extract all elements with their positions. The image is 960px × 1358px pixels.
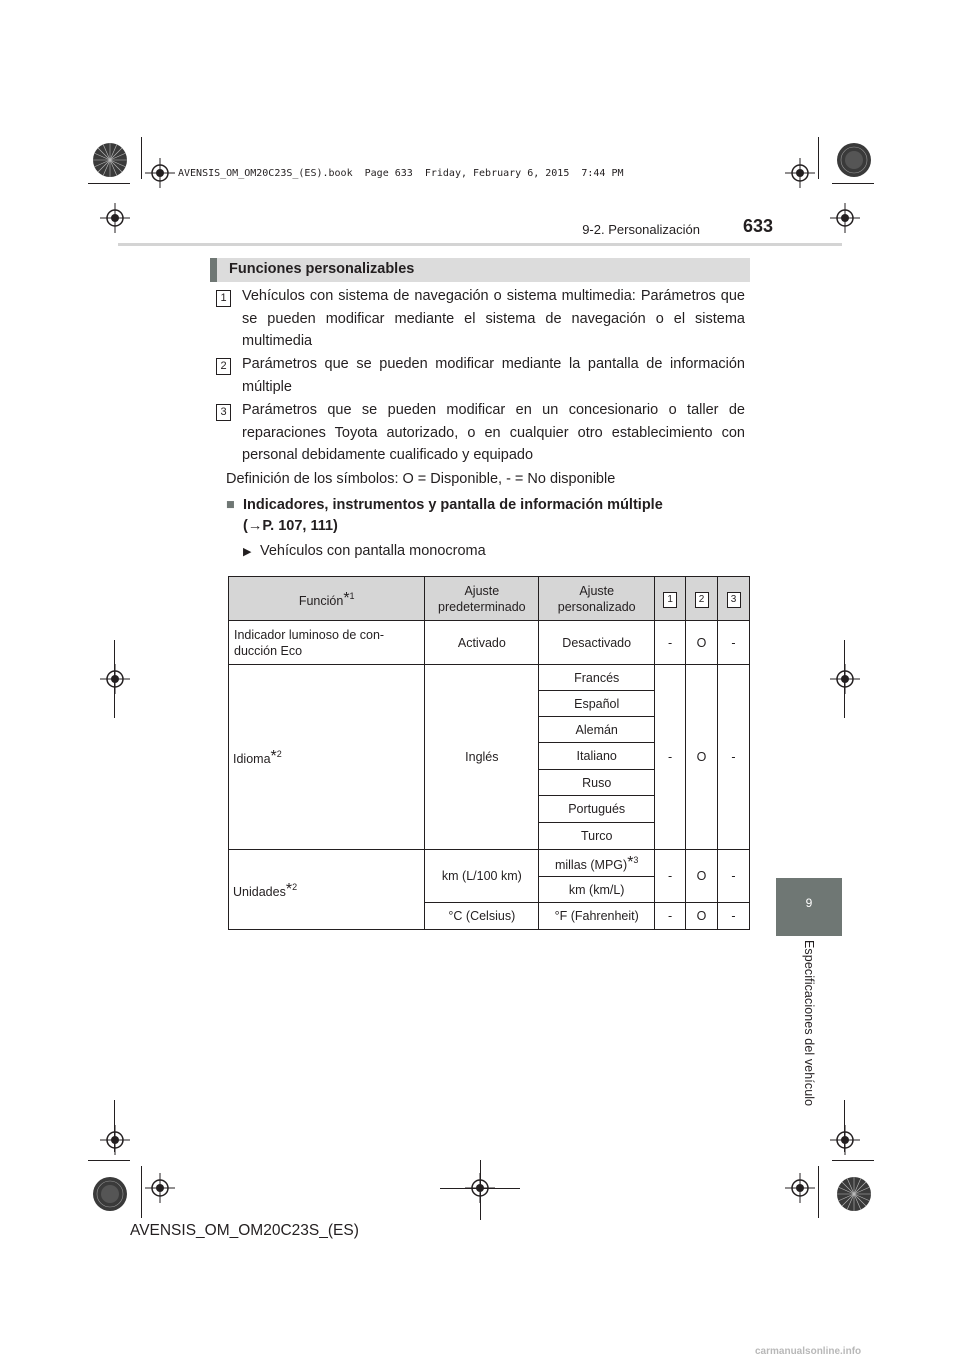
header-rule bbox=[118, 243, 842, 246]
cell-default: °C (Celsius) bbox=[425, 903, 539, 930]
crosshair-mark-icon bbox=[145, 1173, 175, 1203]
footer-doc-code: AVENSIS_OM_OM20C23S_(ES) bbox=[130, 1222, 359, 1239]
table-row bbox=[229, 665, 750, 691]
crosshair-mark-icon bbox=[830, 1125, 860, 1155]
cell-default: Activado bbox=[425, 621, 539, 665]
symbols-definition: Definición de los símbolos: O = Disponible, - = No disponible bbox=[226, 471, 616, 487]
crosshair-mark-icon bbox=[145, 158, 175, 188]
cell-c3: - bbox=[718, 850, 750, 903]
cell-function: Unidades*$^2$ bbox=[229, 850, 425, 930]
crop-line bbox=[88, 183, 130, 184]
cell-function: Indicador luminoso de con- ducción Eco bbox=[229, 621, 425, 665]
chapter-tab: 9 bbox=[776, 878, 842, 936]
crosshair-mark-icon bbox=[100, 203, 130, 233]
page-number: 633 bbox=[743, 216, 774, 236]
subheading-line2: (→P. 107, 111) bbox=[243, 518, 338, 534]
crop-line bbox=[818, 137, 819, 179]
crop-line bbox=[114, 640, 115, 718]
header-function: Función*$^1$ bbox=[229, 577, 425, 621]
crosshair-mark-icon bbox=[785, 1173, 815, 1203]
crosshair-mark-icon bbox=[785, 158, 815, 188]
cell-c2: O bbox=[686, 665, 718, 850]
crop-line bbox=[141, 137, 142, 179]
item-number-badge: 1 bbox=[216, 290, 231, 307]
crop-line bbox=[844, 1100, 845, 1152]
book-info: AVENSIS_OM_OM20C23S_(ES).book Page 633 Friday, February 6, 2015 7:44 PM bbox=[178, 168, 624, 179]
crop-line bbox=[88, 1160, 130, 1161]
cell-custom: °F (Fahrenheit) bbox=[539, 903, 655, 930]
section-heading-text: Funciones personalizables bbox=[229, 261, 415, 277]
crosshair-mark-icon bbox=[100, 1125, 130, 1155]
registration-dial-icon bbox=[92, 1176, 128, 1212]
crop-line bbox=[480, 1160, 481, 1220]
crosshair-mark-icon bbox=[100, 664, 130, 694]
registration-dial-icon bbox=[92, 142, 128, 178]
section-heading bbox=[210, 258, 750, 282]
header-col2: 2 bbox=[686, 577, 718, 621]
cell-c1: - bbox=[655, 903, 686, 930]
customization-table bbox=[228, 576, 750, 930]
watermark: carmanualsonline.info bbox=[755, 1346, 862, 1357]
header-col3: 3 bbox=[718, 577, 750, 621]
cell-c3: - bbox=[718, 903, 750, 930]
cell-c2: O bbox=[686, 850, 718, 903]
cell-c1: - bbox=[655, 665, 686, 850]
registration-dial-icon bbox=[836, 1176, 872, 1212]
header-custom: Ajuste personalizado bbox=[539, 577, 655, 621]
registration-dial-icon bbox=[836, 142, 872, 178]
cell-function: Idioma*$^2$ bbox=[229, 665, 425, 850]
square-bullet-icon: ■ bbox=[226, 497, 235, 513]
cell-custom: km (km/L) bbox=[539, 877, 655, 903]
item-text: Vehículos con sistema de navegación o sistema multimedia: Parámetros que se pueden modificar mediante el sistema de navegación o el sistema multimedia bbox=[242, 288, 745, 349]
cell-default: Inglés bbox=[425, 665, 539, 850]
cell-custom: Portugués bbox=[539, 796, 655, 823]
header-default: Ajuste predeterminado bbox=[425, 577, 539, 621]
chapter-title: Especificaciones del vehículo bbox=[802, 940, 816, 1107]
cell-custom: Francés bbox=[539, 665, 655, 691]
cell-custom: Desactivado bbox=[539, 621, 655, 665]
item-number-badge: 3 bbox=[216, 404, 231, 421]
cell-custom: Italiano bbox=[539, 743, 655, 770]
crop-line bbox=[114, 1100, 115, 1152]
crop-line bbox=[818, 1166, 819, 1218]
cell-c2: O bbox=[686, 621, 718, 665]
cell-default: km (L/100 km) bbox=[425, 850, 539, 903]
header-col1: 1 bbox=[655, 577, 686, 621]
crop-line bbox=[141, 1166, 142, 1218]
section-title: 9-2. Personalización bbox=[582, 222, 700, 237]
cell-custom: Turco bbox=[539, 823, 655, 850]
crop-line bbox=[832, 1160, 874, 1161]
cell-c2: O bbox=[686, 903, 718, 930]
item-text: Parámetros que se pueden modificar mediante la pantalla de información múltiple bbox=[242, 356, 745, 395]
cell-custom: Ruso bbox=[539, 770, 655, 796]
item-number-badge: 2 bbox=[216, 358, 231, 375]
cell-custom: Español bbox=[539, 691, 655, 717]
subheading-line1: Indicadores, instrumentos y pantalla de información múltiple bbox=[243, 497, 663, 513]
cell-c3: - bbox=[718, 621, 750, 665]
cell-c1: - bbox=[655, 850, 686, 903]
table-row bbox=[229, 621, 750, 665]
crop-line bbox=[844, 640, 845, 718]
cell-c1: - bbox=[655, 621, 686, 665]
cell-custom: millas (MPG)*$^3$ bbox=[539, 850, 655, 877]
table-row bbox=[229, 850, 750, 877]
crosshair-mark-icon bbox=[830, 203, 860, 233]
crosshair-mark-icon bbox=[830, 664, 860, 694]
bullet-text: Vehículos con pantalla monocroma bbox=[260, 543, 486, 559]
cell-custom: Alemán bbox=[539, 717, 655, 743]
item-text: Parámetros que se pueden modificar en un concesionario o taller de reparaciones Toyota autorizado, o en cualquier otro establecimiento con personal debidamente cualificado y equipado bbox=[242, 402, 745, 463]
crop-line bbox=[832, 183, 874, 184]
table-header-row bbox=[229, 577, 750, 621]
triangle-bullet-icon: ▶ bbox=[243, 546, 252, 558]
cell-c3: - bbox=[718, 665, 750, 850]
